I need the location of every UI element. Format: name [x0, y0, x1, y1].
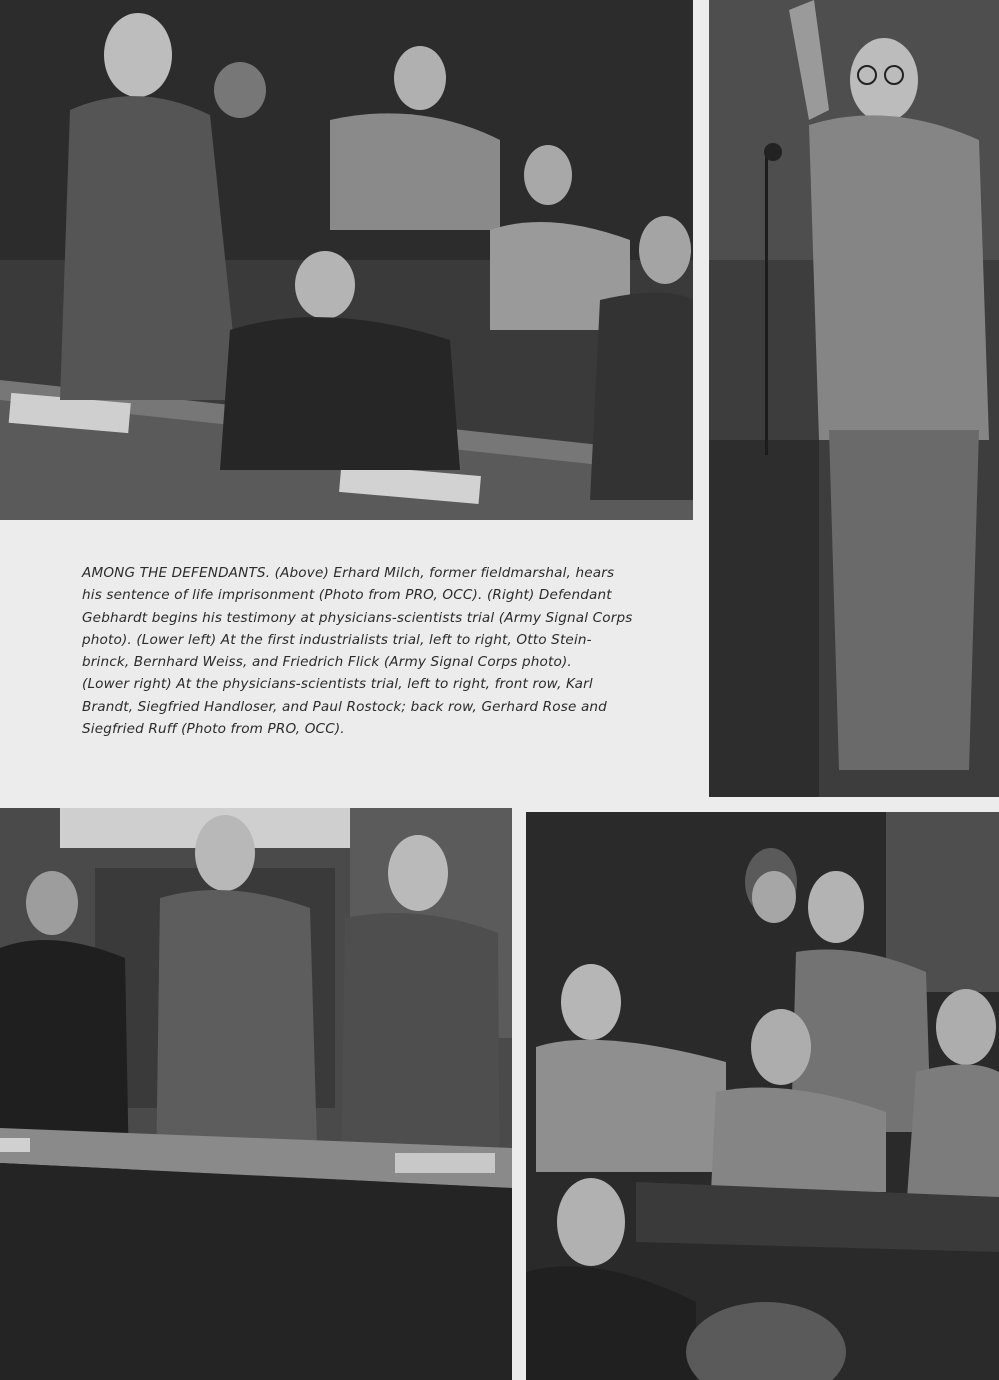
- photo-caption: [82, 562, 674, 740]
- caption-line: photo). (Lower left) At the first industrialists trial, left to right, Otto Stein-: [82, 631, 592, 648]
- photo-gebhardt-testimony: [709, 0, 999, 797]
- caption-line: his sentence of life imprisonment (Photo from PRO, OCC). (Right) Defendant: [82, 587, 612, 604]
- caption-line: (Lower right) At the physicians-scientists trial, left to right, front row, Karl: [82, 676, 593, 693]
- photo-industrialists-graphic: [0, 808, 512, 1380]
- photo-milch-graphic: [0, 0, 693, 520]
- photo-milch-sentencing: [0, 0, 693, 520]
- photo-industrialists-trial: [0, 808, 512, 1380]
- photo-gebhardt-graphic: [709, 0, 999, 797]
- caption-line: Brandt, Siegfried Handloser, and Paul Rostock; back row, Gerhard Rose and: [82, 698, 607, 715]
- caption-line: brinck, Bernhard Weiss, and Friedrich Flick (Army Signal Corps photo).: [82, 654, 572, 671]
- caption-line: Siegfried Ruff (Photo from PRO, OCC).: [82, 721, 345, 738]
- caption-line: AMONG THE DEFENDANTS. (Above) Erhard Milch, former fieldmarshal, hears: [82, 565, 615, 581]
- caption-line: Gebhardt begins his testimony at physicians-scientists trial (Army Signal Corps: [82, 609, 633, 626]
- photo-physicians-graphic: [526, 812, 999, 1380]
- photo-physicians-trial: [526, 812, 999, 1380]
